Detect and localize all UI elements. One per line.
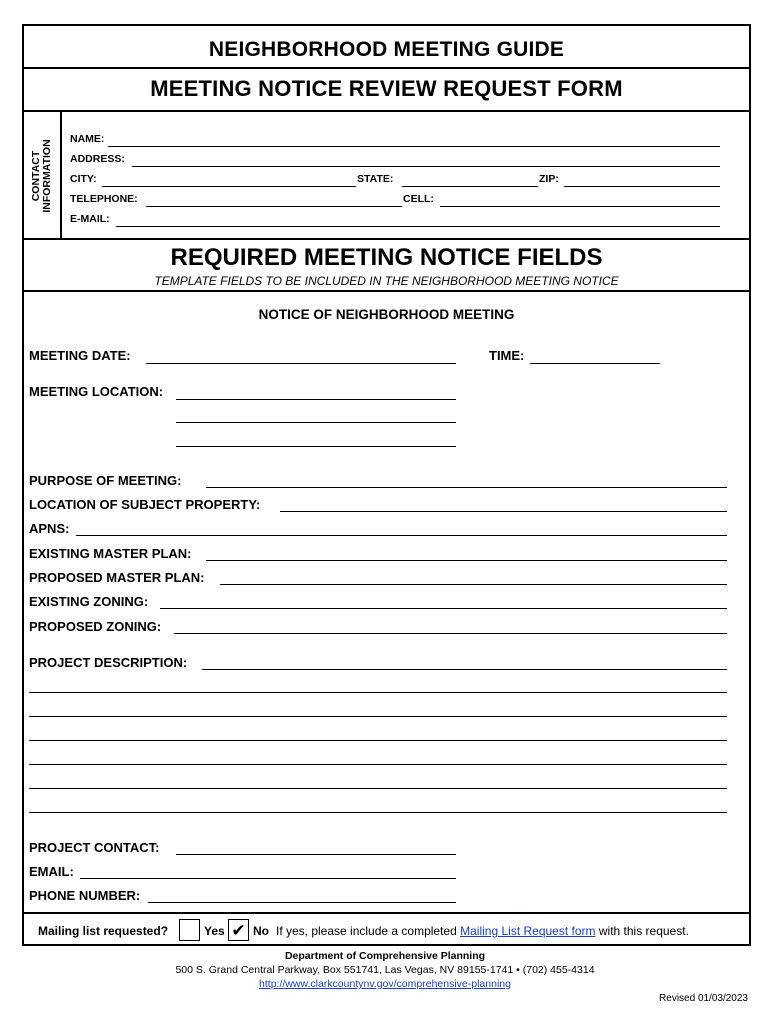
notice-heading: NOTICE OF NEIGHBORHOOD MEETING (258, 307, 515, 322)
project-description-field[interactable] (202, 669, 727, 670)
no-checkbox[interactable] (228, 919, 249, 941)
zip-field[interactable] (564, 186, 720, 187)
yes-label-text: Yes (204, 924, 225, 938)
divider (24, 67, 749, 69)
project-description-line[interactable] (29, 764, 727, 765)
divider (24, 110, 749, 112)
meeting-date-label: MEETING DATE: (29, 348, 131, 363)
form-frame (22, 24, 751, 946)
form-title: MEETING NOTICE REVIEW REQUEST FORM (150, 76, 623, 101)
footer-address: 500 S. Grand Central Parkway, Box 551741, Las Vegas, NV 89155-1741 • (702) 455-4314 (175, 964, 595, 976)
checkmark-icon: ✔ (231, 920, 246, 940)
purpose-label: PURPOSE OF MEETING: (29, 473, 182, 488)
footer-url-link[interactable]: http://www.clarkcountynv.gov/comprehensive-planning (259, 978, 511, 990)
apns-label: APNS: (29, 521, 70, 536)
address-field[interactable] (132, 166, 720, 167)
city-label: CITY: (70, 173, 97, 185)
proposed-master-plan-label: PROPOSED MASTER PLAN: (29, 570, 205, 585)
page-title: NEIGHBORHOOD MEETING GUIDE (208, 38, 565, 61)
meeting-location-label: MEETING LOCATION: (29, 384, 164, 399)
project-contact-field[interactable] (176, 854, 456, 855)
telephone-field[interactable] (146, 206, 402, 207)
mailing-question-text: Mailing list requested? (38, 924, 169, 938)
mailing-list-request-link[interactable]: Mailing List Request form (460, 924, 596, 938)
location-subject-field[interactable] (280, 511, 727, 512)
time-field[interactable] (530, 363, 660, 364)
meeting-date-field[interactable] (146, 363, 456, 364)
name-field[interactable] (108, 146, 720, 147)
mailing-instruction-post: with this request. (598, 924, 689, 938)
no-label-text: No (253, 924, 269, 938)
contact-side-label-line2: INFORMATION (41, 139, 53, 213)
state-field[interactable] (402, 186, 538, 187)
zip-label: ZIP: (539, 173, 559, 185)
time-label: TIME: (489, 348, 525, 363)
yes-label (204, 924, 225, 938)
meeting-location-field[interactable] (176, 399, 456, 400)
project-description-line[interactable] (29, 812, 727, 813)
proposed-zoning-field[interactable] (174, 633, 727, 634)
telephone-label: TELEPHONE: (70, 193, 138, 205)
project-description-label: PROJECT DESCRIPTION: (29, 655, 188, 670)
footer-department: Department of Comprehensive Planning (284, 950, 486, 962)
project-description-line[interactable] (29, 692, 727, 693)
project-description-line[interactable] (29, 716, 727, 717)
address-label: ADDRESS: (70, 153, 125, 165)
footer-url-row (0, 978, 770, 990)
contact-email-label: E-MAIL: (70, 213, 110, 225)
divider (24, 912, 749, 914)
mailing-instruction (276, 924, 689, 938)
yes-checkbox[interactable] (179, 919, 200, 941)
contact-side-label (31, 139, 53, 212)
contact-email-field[interactable] (116, 226, 720, 227)
existing-zoning-field[interactable] (160, 608, 727, 609)
section-title: REQUIRED MEETING NOTICE FIELDS (170, 244, 603, 271)
existing-master-plan-label: EXISTING MASTER PLAN: (29, 546, 192, 561)
city-field[interactable] (102, 186, 356, 187)
mailing-instruction-pre: If yes, please include a completed (276, 924, 457, 938)
divider (24, 238, 749, 240)
revised-date: Revised 01/03/2023 (659, 993, 748, 1004)
location-subject-label: LOCATION OF SUBJECT PROPERTY: (29, 497, 261, 512)
section-subtitle: TEMPLATE FIELDS TO BE INCLUDED IN THE NEIGHBORHOOD MEETING NOTICE (154, 274, 619, 288)
meeting-location-field-3[interactable] (176, 446, 456, 447)
mailing-question (38, 924, 168, 938)
contact-side-label-box (24, 112, 62, 240)
purpose-field[interactable] (206, 487, 727, 488)
state-label: STATE: (357, 173, 394, 185)
contact-side-label-line1: CONTACT (30, 150, 42, 202)
apns-field[interactable] (76, 535, 727, 536)
project-description-line[interactable] (29, 740, 727, 741)
phone-number-field[interactable] (148, 902, 456, 903)
proposed-master-plan-field[interactable] (220, 584, 727, 585)
proposed-zoning-label: PROPOSED ZONING: (29, 619, 162, 634)
existing-master-plan-field[interactable] (206, 560, 727, 561)
cell-label: CELL: (403, 193, 434, 205)
cell-field[interactable] (440, 206, 720, 207)
notice-email-field[interactable] (80, 878, 456, 879)
name-label: NAME: (70, 133, 105, 145)
meeting-location-field-2[interactable] (176, 422, 456, 423)
notice-email-label: EMAIL: (29, 864, 74, 879)
project-description-line[interactable] (29, 788, 727, 789)
project-contact-label: PROJECT CONTACT: (29, 840, 160, 855)
phone-number-label: PHONE NUMBER: (29, 888, 141, 903)
divider (24, 290, 749, 292)
no-label (253, 924, 269, 938)
existing-zoning-label: EXISTING ZONING: (29, 594, 149, 609)
